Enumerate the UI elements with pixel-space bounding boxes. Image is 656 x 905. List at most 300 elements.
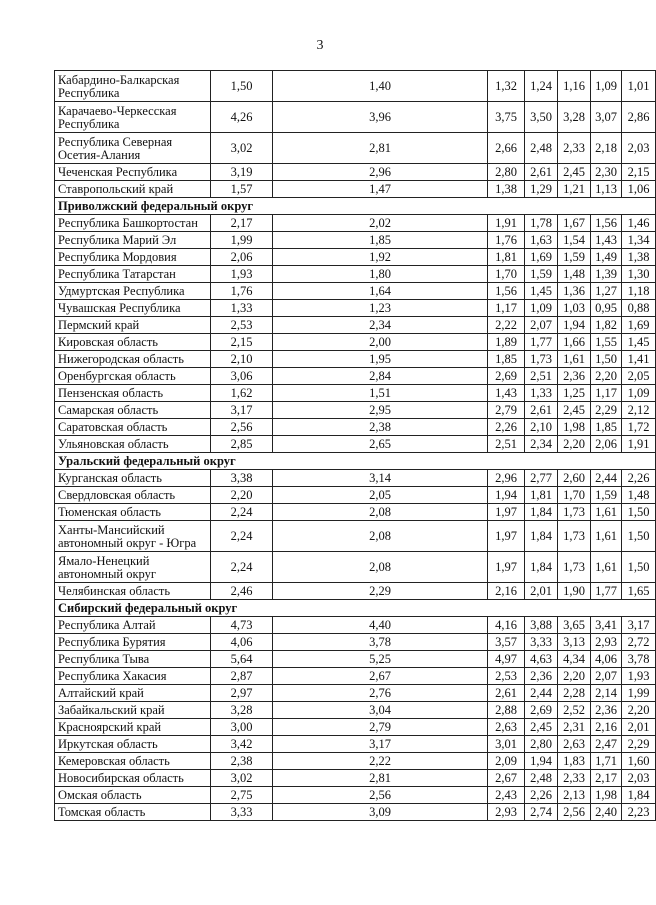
value-cell: 2,24 — [211, 552, 273, 583]
value-cell: 1,33 — [525, 385, 558, 402]
value-cell: 4,40 — [273, 617, 488, 634]
value-cell: 2,26 — [488, 419, 525, 436]
table-row — [55, 770, 656, 787]
value-cell: 2,15 — [211, 334, 273, 351]
value-cell: 2,96 — [488, 470, 525, 487]
value-cell: 2,44 — [525, 685, 558, 702]
value-cell: 3,75 — [488, 102, 525, 133]
table-row — [55, 617, 656, 634]
value-cell: 2,56 — [273, 787, 488, 804]
value-cell: 2,69 — [525, 702, 558, 719]
value-cell: 3,78 — [273, 634, 488, 651]
region-name: Удмуртская Республика — [55, 283, 211, 300]
value-cell: 5,64 — [211, 651, 273, 668]
region-name: Томская область — [55, 804, 211, 821]
value-cell: 2,53 — [488, 668, 525, 685]
value-cell: 2,85 — [211, 436, 273, 453]
value-cell: 2,36 — [591, 702, 622, 719]
value-cell: 3,19 — [211, 164, 273, 181]
value-cell: 2,08 — [273, 552, 488, 583]
value-cell: 2,33 — [558, 133, 591, 164]
value-cell: 3,13 — [558, 634, 591, 651]
value-cell: 1,62 — [211, 385, 273, 402]
coefficients-table — [54, 70, 656, 821]
value-cell: 2,87 — [211, 668, 273, 685]
value-cell: 2,03 — [622, 133, 656, 164]
value-cell: 3,17 — [273, 736, 488, 753]
table-row — [55, 668, 656, 685]
value-cell: 2,77 — [525, 470, 558, 487]
value-cell: 1,70 — [488, 266, 525, 283]
value-cell: 1,89 — [488, 334, 525, 351]
value-cell: 1,43 — [488, 385, 525, 402]
value-cell: 1,94 — [525, 753, 558, 770]
value-cell: 3,14 — [273, 470, 488, 487]
region-name: Пермский край — [55, 317, 211, 334]
value-cell: 1,85 — [273, 232, 488, 249]
value-cell: 1,80 — [273, 266, 488, 283]
value-cell: 1,56 — [591, 215, 622, 232]
value-cell: 2,00 — [273, 334, 488, 351]
value-cell: 4,06 — [591, 651, 622, 668]
value-cell: 2,48 — [525, 133, 558, 164]
value-cell: 2,88 — [488, 702, 525, 719]
value-cell: 2,86 — [622, 102, 656, 133]
value-cell: 2,65 — [273, 436, 488, 453]
value-cell: 1,70 — [558, 487, 591, 504]
district-name: Сибирский федеральный округ — [55, 600, 656, 617]
value-cell: 1,01 — [622, 71, 656, 102]
table-row — [55, 283, 656, 300]
region-name: Омская область — [55, 787, 211, 804]
value-cell: 2,01 — [622, 719, 656, 736]
value-cell: 1,67 — [558, 215, 591, 232]
value-cell: 2,36 — [525, 668, 558, 685]
value-cell: 1,73 — [558, 504, 591, 521]
value-cell: 1,46 — [622, 215, 656, 232]
value-cell: 3,57 — [488, 634, 525, 651]
value-cell: 2,63 — [558, 736, 591, 753]
value-cell: 1,56 — [488, 283, 525, 300]
value-cell: 2,81 — [273, 133, 488, 164]
value-cell: 2,66 — [488, 133, 525, 164]
value-cell: 1,48 — [558, 266, 591, 283]
value-cell: 2,38 — [273, 419, 488, 436]
value-cell: 2,29 — [591, 402, 622, 419]
value-cell: 1,61 — [591, 521, 622, 552]
value-cell: 2,93 — [488, 804, 525, 821]
value-cell: 2,34 — [525, 436, 558, 453]
value-cell: 3,01 — [488, 736, 525, 753]
value-cell: 2,63 — [488, 719, 525, 736]
value-cell: 3,02 — [211, 770, 273, 787]
value-cell: 1,50 — [622, 521, 656, 552]
value-cell: 2,20 — [558, 436, 591, 453]
value-cell: 2,03 — [622, 770, 656, 787]
value-cell: 1,59 — [558, 249, 591, 266]
value-cell: 1,29 — [525, 181, 558, 198]
value-cell: 2,26 — [525, 787, 558, 804]
region-name: Забайкальский край — [55, 702, 211, 719]
value-cell: 1,99 — [211, 232, 273, 249]
value-cell: 1,50 — [622, 504, 656, 521]
value-cell: 2,69 — [488, 368, 525, 385]
region-name: Чувашская Республика — [55, 300, 211, 317]
value-cell: 2,17 — [591, 770, 622, 787]
value-cell: 2,38 — [211, 753, 273, 770]
value-cell: 2,24 — [211, 521, 273, 552]
value-cell: 1,84 — [525, 504, 558, 521]
value-cell: 1,23 — [273, 300, 488, 317]
value-cell: 4,34 — [558, 651, 591, 668]
region-name: Республика Татарстан — [55, 266, 211, 283]
value-cell: 3,28 — [558, 102, 591, 133]
value-cell: 2,07 — [525, 317, 558, 334]
value-cell: 4,63 — [525, 651, 558, 668]
value-cell: 4,06 — [211, 634, 273, 651]
value-cell: 1,84 — [525, 521, 558, 552]
value-cell: 2,47 — [591, 736, 622, 753]
table-row — [55, 552, 656, 583]
table-row — [55, 436, 656, 453]
value-cell: 1,51 — [273, 385, 488, 402]
value-cell: 3,28 — [211, 702, 273, 719]
region-name: Красноярский край — [55, 719, 211, 736]
region-name: Алтайский край — [55, 685, 211, 702]
table-row — [55, 133, 656, 164]
value-cell: 2,51 — [525, 368, 558, 385]
value-cell: 1,43 — [591, 232, 622, 249]
value-cell: 1,45 — [525, 283, 558, 300]
value-cell: 2,80 — [525, 736, 558, 753]
value-cell: 3,07 — [591, 102, 622, 133]
table-row — [55, 651, 656, 668]
value-cell: 5,25 — [273, 651, 488, 668]
value-cell: 2,33 — [558, 770, 591, 787]
value-cell: 1,57 — [211, 181, 273, 198]
table-row — [55, 368, 656, 385]
value-cell: 2,45 — [558, 402, 591, 419]
value-cell: 1,78 — [525, 215, 558, 232]
region-name: Республика Хакасия — [55, 668, 211, 685]
value-cell: 2,80 — [488, 164, 525, 181]
district-header-row — [55, 198, 656, 215]
table-row — [55, 419, 656, 436]
value-cell: 1,49 — [591, 249, 622, 266]
value-cell: 2,56 — [558, 804, 591, 821]
value-cell: 3,09 — [273, 804, 488, 821]
region-name: Чеченская Республика — [55, 164, 211, 181]
value-cell: 1,90 — [558, 583, 591, 600]
value-cell: 3,17 — [211, 402, 273, 419]
value-cell: 0,95 — [591, 300, 622, 317]
table-row — [55, 266, 656, 283]
value-cell: 2,53 — [211, 317, 273, 334]
value-cell: 2,13 — [558, 787, 591, 804]
value-cell: 1,47 — [273, 181, 488, 198]
value-cell: 3,33 — [525, 634, 558, 651]
value-cell: 1,06 — [622, 181, 656, 198]
table-row — [55, 521, 656, 552]
value-cell: 2,18 — [591, 133, 622, 164]
region-name: Республика Алтай — [55, 617, 211, 634]
district-name: Уральский федеральный округ — [55, 453, 656, 470]
value-cell: 2,79 — [488, 402, 525, 419]
table-row — [55, 402, 656, 419]
value-cell: 1,38 — [488, 181, 525, 198]
value-cell: 2,24 — [211, 504, 273, 521]
value-cell: 2,61 — [525, 402, 558, 419]
value-cell: 2,05 — [273, 487, 488, 504]
value-cell: 1,72 — [622, 419, 656, 436]
value-cell: 1,09 — [591, 71, 622, 102]
value-cell: 1,17 — [488, 300, 525, 317]
value-cell: 1,71 — [591, 753, 622, 770]
value-cell: 4,16 — [488, 617, 525, 634]
value-cell: 1,16 — [558, 71, 591, 102]
value-cell: 1,69 — [622, 317, 656, 334]
value-cell: 1,38 — [622, 249, 656, 266]
value-cell: 2,12 — [622, 402, 656, 419]
value-cell: 1,34 — [622, 232, 656, 249]
value-cell: 1,73 — [525, 351, 558, 368]
value-cell: 1,97 — [488, 521, 525, 552]
value-cell: 2,17 — [211, 215, 273, 232]
value-cell: 1,09 — [525, 300, 558, 317]
value-cell: 1,91 — [488, 215, 525, 232]
value-cell: 1,36 — [558, 283, 591, 300]
value-cell: 2,20 — [591, 368, 622, 385]
value-cell: 2,97 — [211, 685, 273, 702]
value-cell: 3,17 — [622, 617, 656, 634]
region-name: Тюменская область — [55, 504, 211, 521]
value-cell: 2,46 — [211, 583, 273, 600]
value-cell: 2,81 — [273, 770, 488, 787]
value-cell: 1,03 — [558, 300, 591, 317]
table-row — [55, 71, 656, 102]
value-cell: 1,30 — [622, 266, 656, 283]
region-name: Республика Бурятия — [55, 634, 211, 651]
table-row — [55, 300, 656, 317]
value-cell: 2,16 — [591, 719, 622, 736]
value-cell: 1,84 — [525, 552, 558, 583]
value-cell: 4,97 — [488, 651, 525, 668]
district-header-row — [55, 600, 656, 617]
table-row — [55, 634, 656, 651]
value-cell: 1,39 — [591, 266, 622, 283]
value-cell: 2,72 — [622, 634, 656, 651]
value-cell: 1,99 — [622, 685, 656, 702]
region-name: Ставропольский край — [55, 181, 211, 198]
value-cell: 1,32 — [488, 71, 525, 102]
value-cell: 2,61 — [525, 164, 558, 181]
region-name: Самарская область — [55, 402, 211, 419]
value-cell: 1,81 — [525, 487, 558, 504]
region-name: Саратовская область — [55, 419, 211, 436]
value-cell: 2,28 — [558, 685, 591, 702]
value-cell: 3,88 — [525, 617, 558, 634]
value-cell: 1,24 — [525, 71, 558, 102]
table-row — [55, 719, 656, 736]
value-cell: 2,05 — [622, 368, 656, 385]
value-cell: 2,31 — [558, 719, 591, 736]
value-cell: 2,61 — [488, 685, 525, 702]
page-number: 3 — [316, 38, 324, 53]
value-cell: 2,02 — [273, 215, 488, 232]
value-cell: 2,23 — [622, 804, 656, 821]
value-cell: 3,41 — [591, 617, 622, 634]
value-cell: 1,25 — [558, 385, 591, 402]
value-cell: 2,52 — [558, 702, 591, 719]
value-cell: 2,06 — [211, 249, 273, 266]
value-cell: 2,67 — [273, 668, 488, 685]
region-name: Республика Северная Осетия-Алания — [55, 133, 211, 164]
value-cell: 2,34 — [273, 317, 488, 334]
table-row — [55, 351, 656, 368]
value-cell: 2,45 — [558, 164, 591, 181]
value-cell: 2,01 — [525, 583, 558, 600]
value-cell: 1,94 — [488, 487, 525, 504]
table-row — [55, 164, 656, 181]
district-header-row — [55, 453, 656, 470]
value-cell: 1,61 — [591, 504, 622, 521]
value-cell: 1,92 — [273, 249, 488, 266]
value-cell: 1,91 — [622, 436, 656, 453]
value-cell: 2,14 — [591, 685, 622, 702]
value-cell: 3,00 — [211, 719, 273, 736]
table-row — [55, 470, 656, 487]
value-cell: 4,26 — [211, 102, 273, 133]
value-cell: 2,20 — [622, 702, 656, 719]
value-cell: 1,73 — [558, 521, 591, 552]
value-cell: 2,43 — [488, 787, 525, 804]
value-cell: 2,40 — [591, 804, 622, 821]
table-body — [55, 71, 656, 821]
table-row — [55, 317, 656, 334]
value-cell: 1,85 — [591, 419, 622, 436]
value-cell: 2,08 — [273, 521, 488, 552]
region-name: Новосибирская область — [55, 770, 211, 787]
value-cell: 1,64 — [273, 283, 488, 300]
region-name: Челябинская область — [55, 583, 211, 600]
value-cell: 4,73 — [211, 617, 273, 634]
value-cell: 1,41 — [622, 351, 656, 368]
value-cell: 2,95 — [273, 402, 488, 419]
value-cell: 2,75 — [211, 787, 273, 804]
region-name: Иркутская область — [55, 736, 211, 753]
value-cell: 1,59 — [525, 266, 558, 283]
region-name: Кемеровская область — [55, 753, 211, 770]
value-cell: 1,33 — [211, 300, 273, 317]
value-cell: 1,27 — [591, 283, 622, 300]
value-cell: 1,94 — [558, 317, 591, 334]
region-name: Ямало-Ненецкий автономный округ — [55, 552, 211, 583]
value-cell: 1,50 — [622, 552, 656, 583]
value-cell: 1,81 — [488, 249, 525, 266]
value-cell: 2,20 — [211, 487, 273, 504]
region-name: Кировская область — [55, 334, 211, 351]
value-cell: 3,38 — [211, 470, 273, 487]
value-cell: 1,45 — [622, 334, 656, 351]
value-cell: 1,97 — [488, 552, 525, 583]
value-cell: 1,50 — [211, 71, 273, 102]
value-cell: 3,02 — [211, 133, 273, 164]
value-cell: 1,69 — [525, 249, 558, 266]
region-name: Нижегородская область — [55, 351, 211, 368]
value-cell: 1,61 — [591, 552, 622, 583]
value-cell: 1,40 — [273, 71, 488, 102]
value-cell: 1,21 — [558, 181, 591, 198]
table-row — [55, 736, 656, 753]
value-cell: 1,59 — [591, 487, 622, 504]
region-name: Свердловская область — [55, 487, 211, 504]
value-cell: 2,44 — [591, 470, 622, 487]
table-row — [55, 232, 656, 249]
value-cell: 1,98 — [558, 419, 591, 436]
value-cell: 2,48 — [525, 770, 558, 787]
value-cell: 1,84 — [622, 787, 656, 804]
value-cell: 3,06 — [211, 368, 273, 385]
value-cell: 2,67 — [488, 770, 525, 787]
value-cell: 1,09 — [622, 385, 656, 402]
value-cell: 1,93 — [211, 266, 273, 283]
value-cell: 2,16 — [488, 583, 525, 600]
value-cell: 1,76 — [211, 283, 273, 300]
value-cell: 1,97 — [488, 504, 525, 521]
value-cell: 1,13 — [591, 181, 622, 198]
value-cell: 1,66 — [558, 334, 591, 351]
table-row — [55, 804, 656, 821]
value-cell: 2,10 — [211, 351, 273, 368]
table-row — [55, 102, 656, 133]
value-cell: 2,74 — [525, 804, 558, 821]
value-cell: 3,50 — [525, 102, 558, 133]
table-row — [55, 334, 656, 351]
value-cell: 2,84 — [273, 368, 488, 385]
value-cell: 3,96 — [273, 102, 488, 133]
value-cell: 1,50 — [591, 351, 622, 368]
region-name: Ульяновская область — [55, 436, 211, 453]
table-row — [55, 583, 656, 600]
value-cell: 3,42 — [211, 736, 273, 753]
value-cell: 3,78 — [622, 651, 656, 668]
value-cell: 2,07 — [591, 668, 622, 685]
table-row — [55, 504, 656, 521]
region-name: Республика Башкортостан — [55, 215, 211, 232]
value-cell: 1,18 — [622, 283, 656, 300]
region-name: Республика Марий Эл — [55, 232, 211, 249]
value-cell: 2,30 — [591, 164, 622, 181]
value-cell: 1,60 — [622, 753, 656, 770]
value-cell: 2,29 — [622, 736, 656, 753]
value-cell: 2,51 — [488, 436, 525, 453]
value-cell: 2,22 — [488, 317, 525, 334]
value-cell: 2,22 — [273, 753, 488, 770]
value-cell: 1,82 — [591, 317, 622, 334]
region-name: Карачаево-Черкесская Республика — [55, 102, 211, 133]
value-cell: 2,29 — [273, 583, 488, 600]
table-row — [55, 181, 656, 198]
value-cell: 2,45 — [525, 719, 558, 736]
value-cell: 0,88 — [622, 300, 656, 317]
value-cell: 1,77 — [591, 583, 622, 600]
district-name: Приволжский федеральный округ — [55, 198, 656, 215]
value-cell: 2,56 — [211, 419, 273, 436]
table-row — [55, 487, 656, 504]
value-cell: 2,26 — [622, 470, 656, 487]
value-cell: 1,55 — [591, 334, 622, 351]
value-cell: 1,73 — [558, 552, 591, 583]
